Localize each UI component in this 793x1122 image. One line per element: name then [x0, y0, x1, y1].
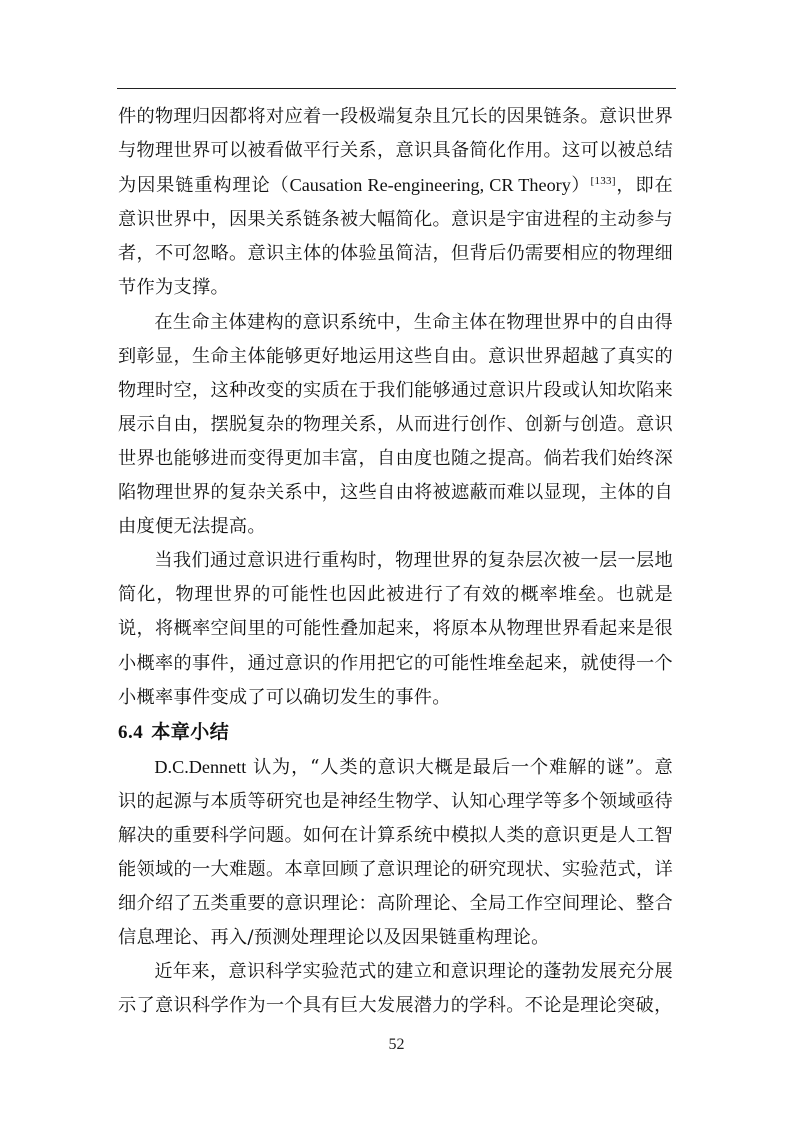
body-text: [118, 100, 673, 1024]
section-title: 本章小结: [151, 720, 230, 743]
paragraph: [118, 750, 673, 956]
theory-term: Causation Re-engineering, CR Theory: [289, 175, 571, 196]
section-heading: [118, 715, 673, 750]
paragraph-text: 件的物理归因都将对应着一段极端复杂且冗长的因果链条。意识世界与物理世界可以被看做平行关系，意识具备简化作用。这可以被总结为因果链重构理论（: [118, 106, 673, 197]
section-number: 6.4: [118, 721, 144, 743]
paragraph-text: ，即在意识世界中，因果关系链条被大幅简化。意识是宇宙进程的主动参与者，不可忽略。意识主体的体验虽简洁，但背后仍需要相应的物理细节作为支撑。: [118, 175, 674, 299]
paragraph: 近年来，意识科学实验范式的建立和意识理论的蓬勃发展充分展示了意识科学作为一个具有巨大发展潜力的学科。不论是理论突破，: [118, 961, 673, 1017]
paragraph: 在生命主体建构的意识系统中，生命主体在物理世界中的自由得到彰显，生命主体能够更好地运用这些自由。意识世界超越了真实的物理时空，这种改变的实质在于我们能够通过意识片段或认知坎陷来展示自由，摆脱复杂的物理关系，从而进行创作、创新与创造。意识世界也能够进而变得更加丰富，自由度也随之提高。倘若我们始终深陷物理世界的复杂关系中，这些自由将被遮蔽而难以显现，主体的自由度便无法提高。: [118, 311, 673, 538]
header-rule: [117, 88, 676, 89]
page-number: 52: [388, 1036, 405, 1053]
paragraph-continued: [118, 100, 673, 306]
paragraph: 当我们通过意识进行重构时，物理世界的复杂层次被一层一层地简化，物理世界的可能性也因此被进行了有效的概率堆垒。也就是说，将概率空间里的可能性叠加起来，将原本从物理世界看起来是很小概率的事件，通过意识的作用把它的可能性堆垒起来，就使得一个小概率事件变成了可以确切发生的事件。: [118, 550, 673, 708]
paragraph-text: ）: [570, 175, 591, 197]
author-name: D.C.Dennett: [154, 756, 247, 777]
paragraph-text: 认为，“人类的意识大概是最后一个难解的谜”。意识的起源与本质等研究也是神经生物学、认知心理学等多个领域亟待解决的重要科学问题。如何在计算系统中模拟人类的意识更是人工智能领域的一大难题。本章回顾了意识理论的研究现状、实验范式，详细介绍了五类重要的意识理论：高阶理论、全局工作空间理论、整合信息理论、再入/预测处理理论以及因果链重构理论。: [118, 756, 673, 949]
citation-reference: [133]: [590, 175, 616, 188]
